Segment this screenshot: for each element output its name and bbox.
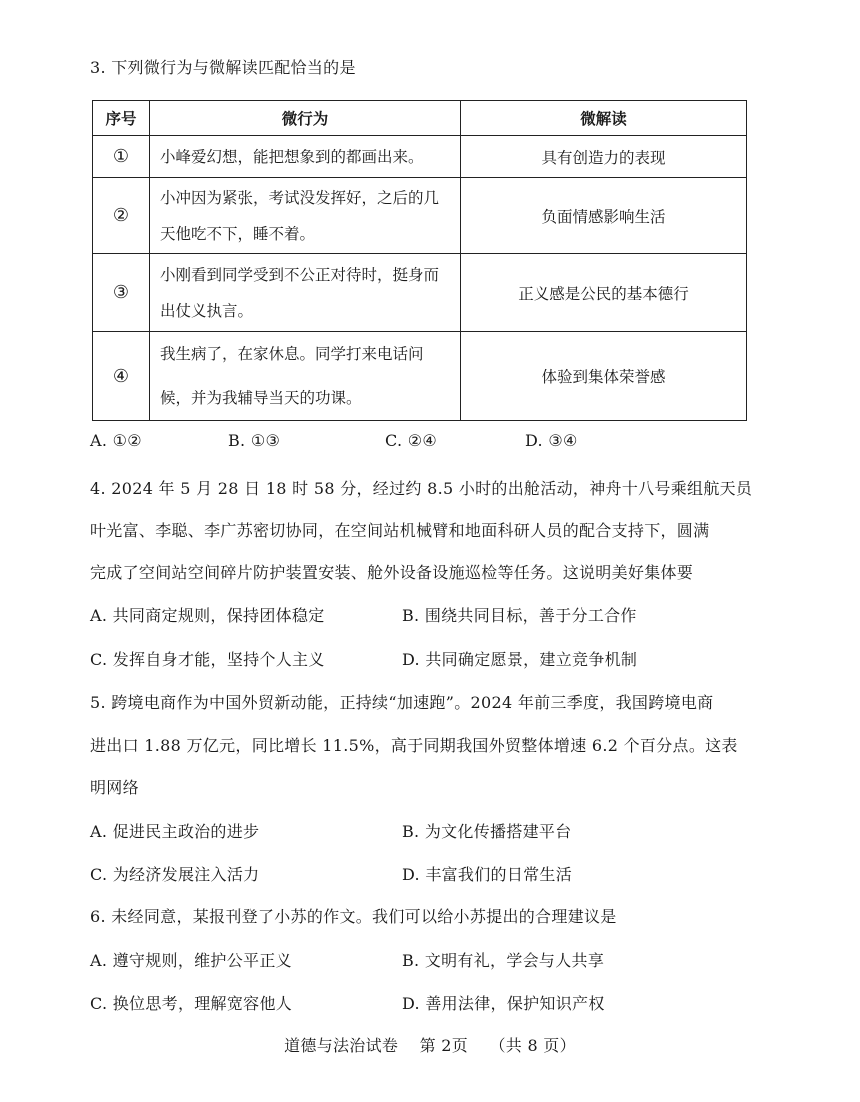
- option-d[interactable]: D. 善用法律，保护知识产权: [402, 994, 605, 1013]
- row-action: 小峰爱幻想，能把想象到的都画出来。: [150, 136, 461, 178]
- row-number: ④: [93, 332, 150, 421]
- footer-page-number: 第 2页: [419, 1036, 469, 1055]
- option-b[interactable]: B. 围绕共同目标，善于分工合作: [402, 606, 637, 625]
- option-b[interactable]: B. ①③: [228, 431, 281, 450]
- footer-subject: 道德与法治试卷: [284, 1036, 399, 1055]
- page-footer: [0, 1033, 860, 1056]
- table-header-number: 序号: [93, 101, 150, 136]
- footer-total-pages: （共 8 页）: [489, 1036, 576, 1055]
- option-a[interactable]: A. 共同商定规则，保持团体稳定: [90, 606, 325, 625]
- question-4-line-3: 完成了空间站空间碎片防护装置安装、舱外设备设施巡检等任务。这说明美好集体要: [90, 563, 694, 582]
- question-3-table: [92, 100, 747, 421]
- option-c[interactable]: C. 为经济发展注入活力: [90, 865, 260, 884]
- table-header-interpretation: 微解读: [461, 101, 747, 136]
- question-4-line-2: 叶光富、李聪、李广苏密切协同，在空间站机械臂和地面科研人员的配合支持下，圆满: [90, 521, 710, 540]
- table-header-row: [93, 101, 747, 136]
- option-c[interactable]: C. 发挥自身才能，坚持个人主义: [90, 650, 325, 669]
- table-row: [93, 178, 747, 254]
- row-action: 我生病了，在家休息。同学打来电话问候，并为我辅导当天的功课。: [150, 332, 461, 421]
- option-d[interactable]: D. ③④: [525, 431, 578, 450]
- question-5-line-3: 明网络: [90, 778, 139, 797]
- option-a[interactable]: A. 促进民主政治的进步: [90, 822, 260, 841]
- option-b[interactable]: B. 为文化传播搭建平台: [402, 822, 572, 841]
- question-5-line-2: 进出口 1.88 万亿元，同比增长 11.5%，高于同期我国外贸整体增速 6.2 个百分点。这表: [90, 736, 738, 755]
- option-c[interactable]: C. 换位思考，理解宽容他人: [90, 994, 293, 1013]
- question-3-stem: 3. 下列微行为与微解读匹配恰当的是: [90, 58, 356, 77]
- table-header-action: 微行为: [150, 101, 461, 136]
- row-action: 小冲因为紧张，考试没发挥好，之后的几天他吃不下，睡不着。: [150, 178, 461, 254]
- option-a[interactable]: A. ①②: [90, 431, 142, 450]
- table-row: [93, 254, 747, 332]
- option-d[interactable]: D. 共同确定愿景，建立竞争机制: [402, 650, 638, 669]
- question-5-line-1: 5. 跨境电商作为中国外贸新动能，正持续“加速跑”。2024 年前三季度，我国跨境电商: [90, 693, 714, 712]
- table-row: [93, 332, 747, 421]
- row-number: ①: [93, 136, 150, 178]
- row-interpretation: 正义感是公民的基本德行: [461, 254, 747, 332]
- row-number: ②: [93, 178, 150, 254]
- option-a[interactable]: A. 遵守规则，维护公平正义: [90, 951, 292, 970]
- row-action: 小刚看到同学受到不公正对待时，挺身而出仗义执言。: [150, 254, 461, 332]
- row-number: ③: [93, 254, 150, 332]
- question-4-line-1: 4. 2024 年 5 月 28 日 18 时 58 分，经过约 8.5 小时的出舱活动，神舟十八号乘组航天员: [90, 479, 753, 498]
- table-row: [93, 136, 747, 178]
- question-6-stem: 6. 未经同意，某报刊登了小苏的作文。我们可以给小苏提出的合理建议是: [90, 907, 617, 926]
- option-d[interactable]: D. 丰富我们的日常生活: [402, 865, 573, 884]
- option-b[interactable]: B. 文明有礼，学会与人共享: [402, 951, 605, 970]
- row-interpretation: 负面情感影响生活: [461, 178, 747, 254]
- option-c[interactable]: C. ②④: [385, 431, 438, 450]
- row-interpretation: 具有创造力的表现: [461, 136, 747, 178]
- row-interpretation: 体验到集体荣誉感: [461, 332, 747, 421]
